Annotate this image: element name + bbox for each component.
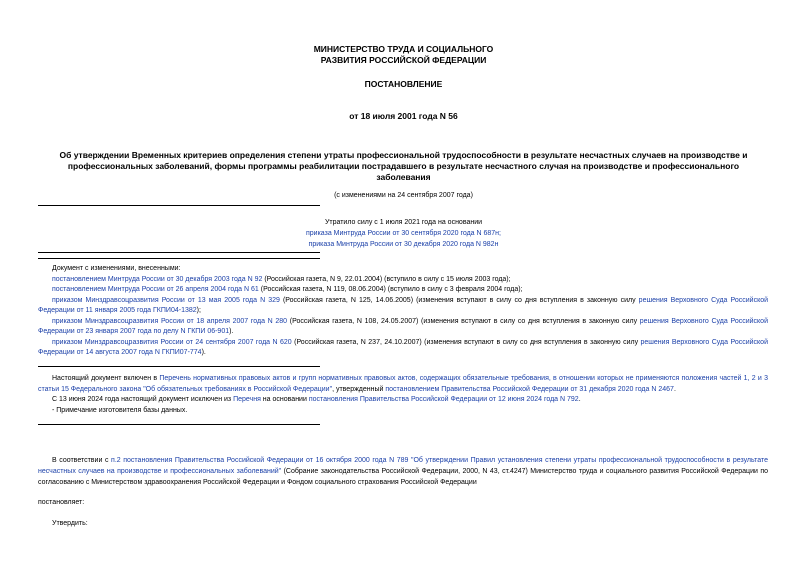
change-link[interactable]: постановлением Минтруда России от 26 апреля 2004 года N 61	[52, 286, 259, 293]
change-item: постановлением Минтруда России от 30 декабря 2003 года N 92 (Российская газета, N 9, 22.01.2004) (вступило в силу с 15 июля 2003 года);	[52, 275, 511, 283]
court-decision-link[interactable]: решения Верховного Суда Российской Федерации от 14 августа 2007 года N ГКПИ07-774	[38, 338, 768, 356]
change-item: постановлением Минтруда России от 26 апреля 2004 года N 61 (Российская газета, N 119, 08.06.2004) (вступило в силу с 3 февраля 2004 года);	[52, 286, 523, 293]
exclusion-paragraph: С 13 июня 2024 года настоящий документ исключен из Перечня на основании постановления Правительства Российской Федерации от 12 июня 2024 года N 792.	[52, 396, 581, 403]
expired-link-2[interactable]: приказа Минтруда России от 30 декабря 2020 года N 982н	[308, 241, 499, 248]
ministry-line-2: РАЗВИТИЯ РОССИЙСКОЙ ФЕДЕРАЦИИ	[320, 55, 487, 65]
separator-rule	[38, 252, 320, 253]
government-decree-link-2[interactable]: постановления Правительства Российской Федерации от 12 июня 2024 года N 792	[308, 396, 579, 403]
doc-type: ПОСТАНОВЛЕНИЕ	[364, 79, 443, 89]
perechen-link[interactable]: Перечень нормативных правовых актов и групп нормативных правовых актов, содержащих обязательные требования, в отношении которых не применяются положения частей 1, 2 и 3 статьи 15 Федерального закона "Об обязательных требованиях в Российской Федерации"	[38, 375, 768, 393]
resolves-text: постановляет:	[38, 499, 85, 506]
expired-block	[220, 217, 587, 250]
inclusion-paragraph: Настоящий документ включен в Перечень нормативных правовых актов и групп нормативных правовых актов, содержащих обязательные требования, в отношении которых не применяются положения частей 1, 2 и 3 статьи 15 Федерального закона "Об обязательных требованиях в Российской Федерации", утвержденный постановлением Правительства Российской Федерации от 31 декабря 2020 года N 2467.	[38, 375, 768, 393]
separator-rule	[38, 366, 320, 367]
preamble-paragraph: В соответствии с п.2 постановления Правительства Российской Федерации от 16 октября 2000 года N 789 "Об утверждении Правил установления степени утраты профессиональной трудоспособности в результате несчастных случаев на производстве и профессиональных заболеваний" (Собрание законодательства Российской Федерации, 2000, N 43, ст.4247) Министерство труда и социального развития Российской Федерации по согласованию с Министерством здравоохранения Российской Федерации и Фондом социального страхования Российской Федерации	[38, 457, 769, 486]
ministry-name	[0, 44, 807, 66]
change-item: приказом Минздравсоцразвития России от 13 мая 2005 года N 329 (Российская газета, N 125, 14.06.2005) (изменения вступают в силу со дня вступления в законную силу решения Верховного Суда Российской Федерации от 11 января 2005 года ГКПИ04-1382);	[38, 296, 769, 314]
government-decree-789-link[interactable]: п.2 постановления Правительства Российской Федерации от 16 октября 2000 года N 789 "Об утверждении Правил установления степени утраты профессиональной трудоспособности в результате несчастных случаев на производстве и профессиональных заболеваний"	[38, 457, 768, 475]
change-link[interactable]: приказом Минздравсоцразвития России от 24 сентября 2007 года N 620	[52, 338, 292, 346]
change-link[interactable]: приказом Минздравсоцразвития России от 13 мая 2005 года N 329	[52, 296, 280, 304]
revision-note: (с изменениями на 24 сентября 2007 года)	[334, 192, 473, 199]
changes-intro: Документ с изменениями, внесенными:	[52, 265, 181, 272]
change-item: приказом Минздравсоцразвития России от 24 сентября 2007 года N 620 (Российская газета, N 237, 24.10.2007) (изменения вступают в силу со дня вступления в законную силу решения Верховного Суда Российской Федерации от 14 августа 2007 года N ГКПИ07-774).	[38, 338, 768, 356]
db-note: - Примечание изготовителя базы данных.	[52, 406, 188, 414]
perechen-short-link[interactable]: Перечня	[233, 396, 261, 403]
separator-rule	[38, 205, 320, 206]
ministry-line-1: МИНИСТЕРСТВО ТРУДА И СОЦИАЛЬНОГО	[313, 44, 494, 54]
change-link[interactable]: постановлением Минтруда России от 30 декабря 2003 года N 92	[52, 275, 263, 283]
expired-line: Утратило силу с 1 июля 2021 года на основании	[324, 219, 483, 226]
approve-text: Утвердить:	[52, 520, 88, 527]
doc-title: Об утверждении Временных критериев определения степени утраты профессиональной трудоспособности в результате несчастных случаев на производстве и профессиональных заболеваний, формы программы реабилитации пострадавшего в результате несчастного случая на производстве и профессионального заболевания	[59, 150, 748, 182]
court-decision-link[interactable]: решения Верховного Суда Российской Федерации от 23 января 2007 года по делу N ГКПИ 06-901	[38, 317, 768, 335]
expired-link-1[interactable]: приказа Минтруда России от 30 сентября 2020 года N 687н;	[305, 230, 501, 237]
change-link[interactable]: приказом Минздравсоцразвития России от 18 апреля 2007 года N 280	[52, 317, 288, 325]
separator-rule	[38, 424, 320, 425]
court-decision-link[interactable]: решения Верховного Суда Российской Федерации от 11 января 2005 года ГКПИ04-1382	[38, 296, 769, 314]
government-decree-link[interactable]: постановлением Правительства Российской Федерации от 31 декабря 2020 года N 2467	[385, 385, 674, 393]
separator-rule	[38, 258, 320, 259]
doc-date-number: от 18 июля 2001 года N 56	[349, 111, 458, 121]
changes-block	[38, 264, 768, 359]
inclusion-block	[38, 374, 768, 416]
change-item: приказом Минздравсоцразвития России от 18 апреля 2007 года N 280 (Российская газета, N 108, 24.05.2007) (изменения вступают в силу со дня вступления в законную силу решения Верховного Суда Российской Федерации от 23 января 2007 года по делу N ГКПИ 06-901).	[38, 317, 768, 335]
